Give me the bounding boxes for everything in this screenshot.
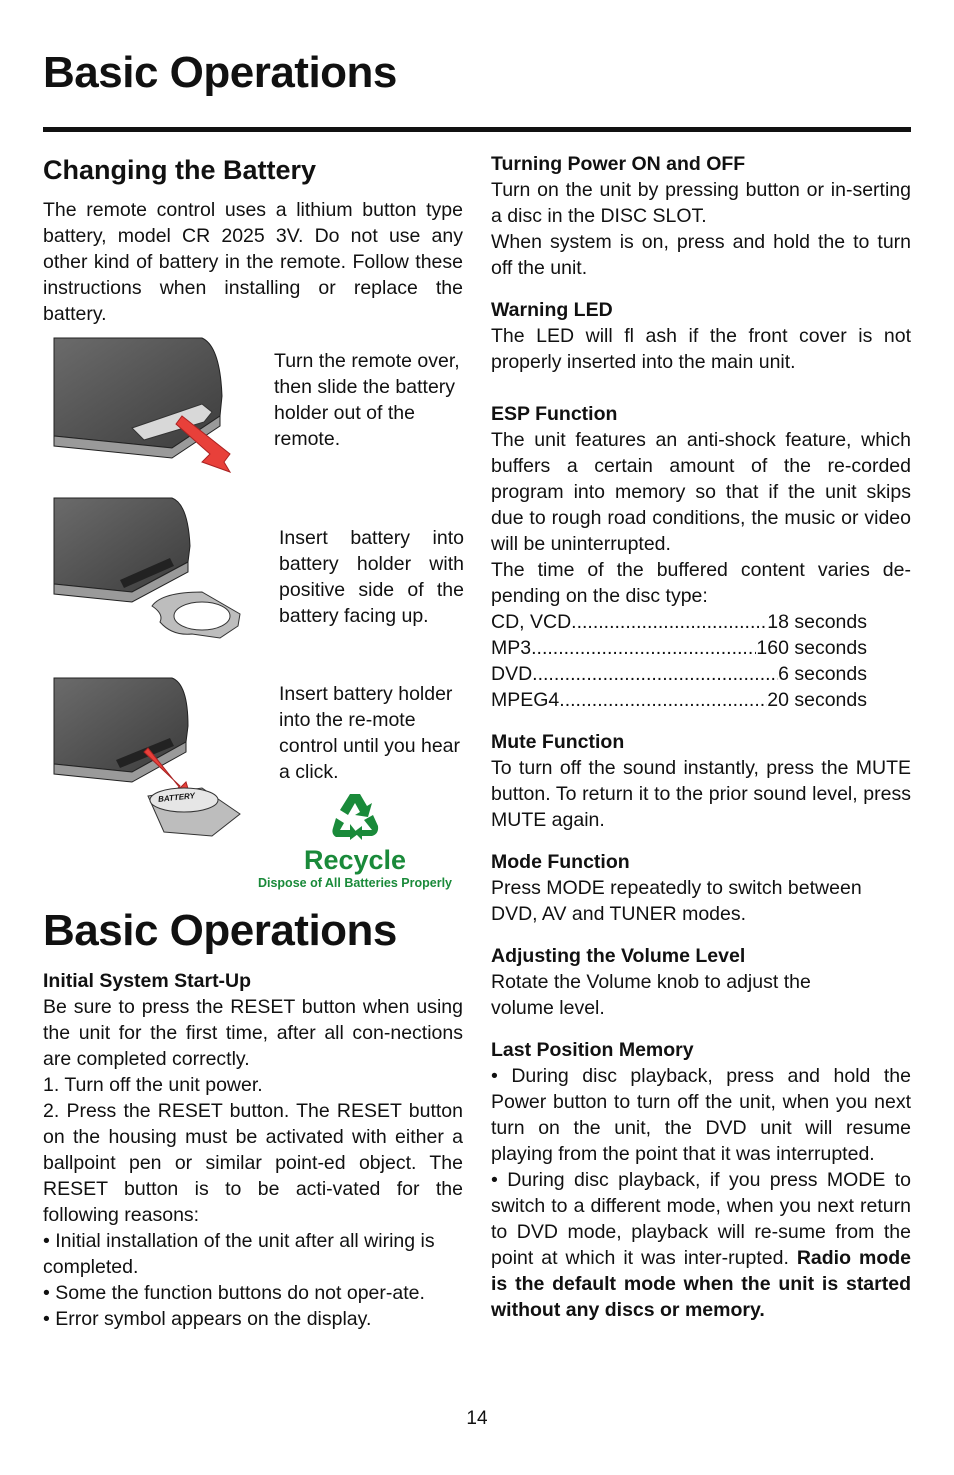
page-number: 14 [466,1408,488,1429]
startup-p3: 2. Press the RESET button. The RESET button on the housing must be activated with either a ballpoint pen or similar point-ed object. The RESET button is to be acti-vated for the following reasons: [43,1100,463,1226]
esp-row-type: DVD [491,663,533,685]
memory-heading: Last Position Memory [491,1039,694,1061]
esp-p1: The unit features an anti-shock feature, which buffers a certain amount of the re-corded program into memory so that if the unit skips due to rough road conditions, the music or video will be uninterrupted. [491,429,911,555]
esp-row-type: MP3 [491,637,532,659]
esp-row-time: 6 seconds [778,663,867,685]
recycle-logo [235,790,475,891]
power-p1: Turn on the unit by pressing button or in-serting a disc in the DISC SLOT. [491,179,911,227]
battery-intro: The remote control uses a lithium button type battery, model CR 2025 3V. Do not use any other kind of battery in the remote. Follow these instructions when installing or replace the battery. [43,199,463,325]
esp-row-type: CD, VCD [491,611,572,633]
battery-step-3: Insert battery holder into the re-mote control until you hear a click. [279,683,461,783]
power-section [491,151,911,281]
startup-bullet-3: • Error symbol appears on the display. [43,1308,372,1330]
memory-bullet-2-text: • During disc playback, if you press MODE to switch to a different mode, when you next return to DVD mode, playback will re-sume from the point at which it was inter-rupted. [491,1169,911,1269]
mute-p1: To turn off the sound instantly, press the MUTE button. To return it to the prior sound level, press MUTE again. [491,757,911,831]
battery-heading: Changing the Battery [43,155,317,185]
volume-section [491,943,911,1021]
power-p2: When system is on, press and hold the to turn off the unit. [491,231,911,279]
esp-row-time: 18 seconds [767,611,867,633]
startup-heading: Initial System Start-Up [43,970,252,992]
remote-slide-out-illustration [52,336,234,476]
startup-bullet-1: • Initial installation of the unit after all wiring is completed. [43,1230,435,1278]
battery-label: BATTERY [157,791,196,804]
startup-p2: 1. Turn off the unit power. [43,1074,263,1096]
battery-section [43,153,463,327]
mute-section [491,729,911,833]
battery-step-1: Turn the remote over, then slide the battery holder out of the remote. [274,350,460,450]
title-divider [43,127,911,132]
memory-bullet-2 [491,1167,911,1323]
battery-holder-insert-illustration [52,676,244,842]
battery-step-2: Insert battery into battery holder with positive side of the battery facing up. [279,527,464,627]
warning-heading: Warning LED [491,299,613,321]
esp-row [491,661,867,687]
memory-section [491,1037,911,1323]
memory-bullet-2-bold: Radio mode is the default mode when the unit is started without any discs or memory. [491,1247,911,1321]
esp-heading: ESP Function [491,403,618,425]
basic-operations-title: Basic Operations [43,906,397,955]
warning-p1: The LED will fl ash if the front cover is not properly inserted into the main unit. [491,325,911,373]
esp-row-type: MPEG4 [491,689,560,711]
esp-row [491,609,867,635]
esp-row-time: 160 seconds [756,637,867,659]
mode-p1: Press MODE repeatedly to switch between DVD, AV and TUNER modes. [491,877,862,925]
esp-row [491,687,867,713]
recycle-icon [330,790,380,840]
recycle-word: Recycle [303,845,407,875]
right-column [491,151,911,1323]
startup-p1: Be sure to press the RESET button when using the unit for the first time, after all con-nections are completed correctly. [43,996,463,1070]
mode-heading: Mode Function [491,851,630,873]
memory-bullet-1: • During disc playback, press and hold the Power button to turn off the unit, when you next turn on the unit, the DVD unit will resume playing from the point that it was interrupted. [491,1065,911,1165]
esp-section [491,401,911,713]
esp-row [491,635,867,661]
recycle-subtitle: Dispose of All Batteries Properly [257,876,453,890]
page-title: Basic Operations [43,48,397,97]
warning-section [491,297,911,375]
startup-bullet-2: • Some the function buttons do not oper-ate. [43,1282,425,1304]
esp-p2: The time of the buffered content varies de-pending on the disc type: [491,559,911,607]
startup-section [43,968,463,1332]
mode-section [491,849,911,927]
volume-p1: Rotate the Volume knob to adjust the volume level. [491,971,811,1019]
volume-heading: Adjusting the Volume Level [491,945,746,967]
esp-row-time: 20 seconds [767,689,867,711]
battery-holder-out-illustration [52,496,244,646]
mute-heading: Mute Function [491,731,625,753]
power-heading: Turning Power ON and OFF [491,153,746,175]
